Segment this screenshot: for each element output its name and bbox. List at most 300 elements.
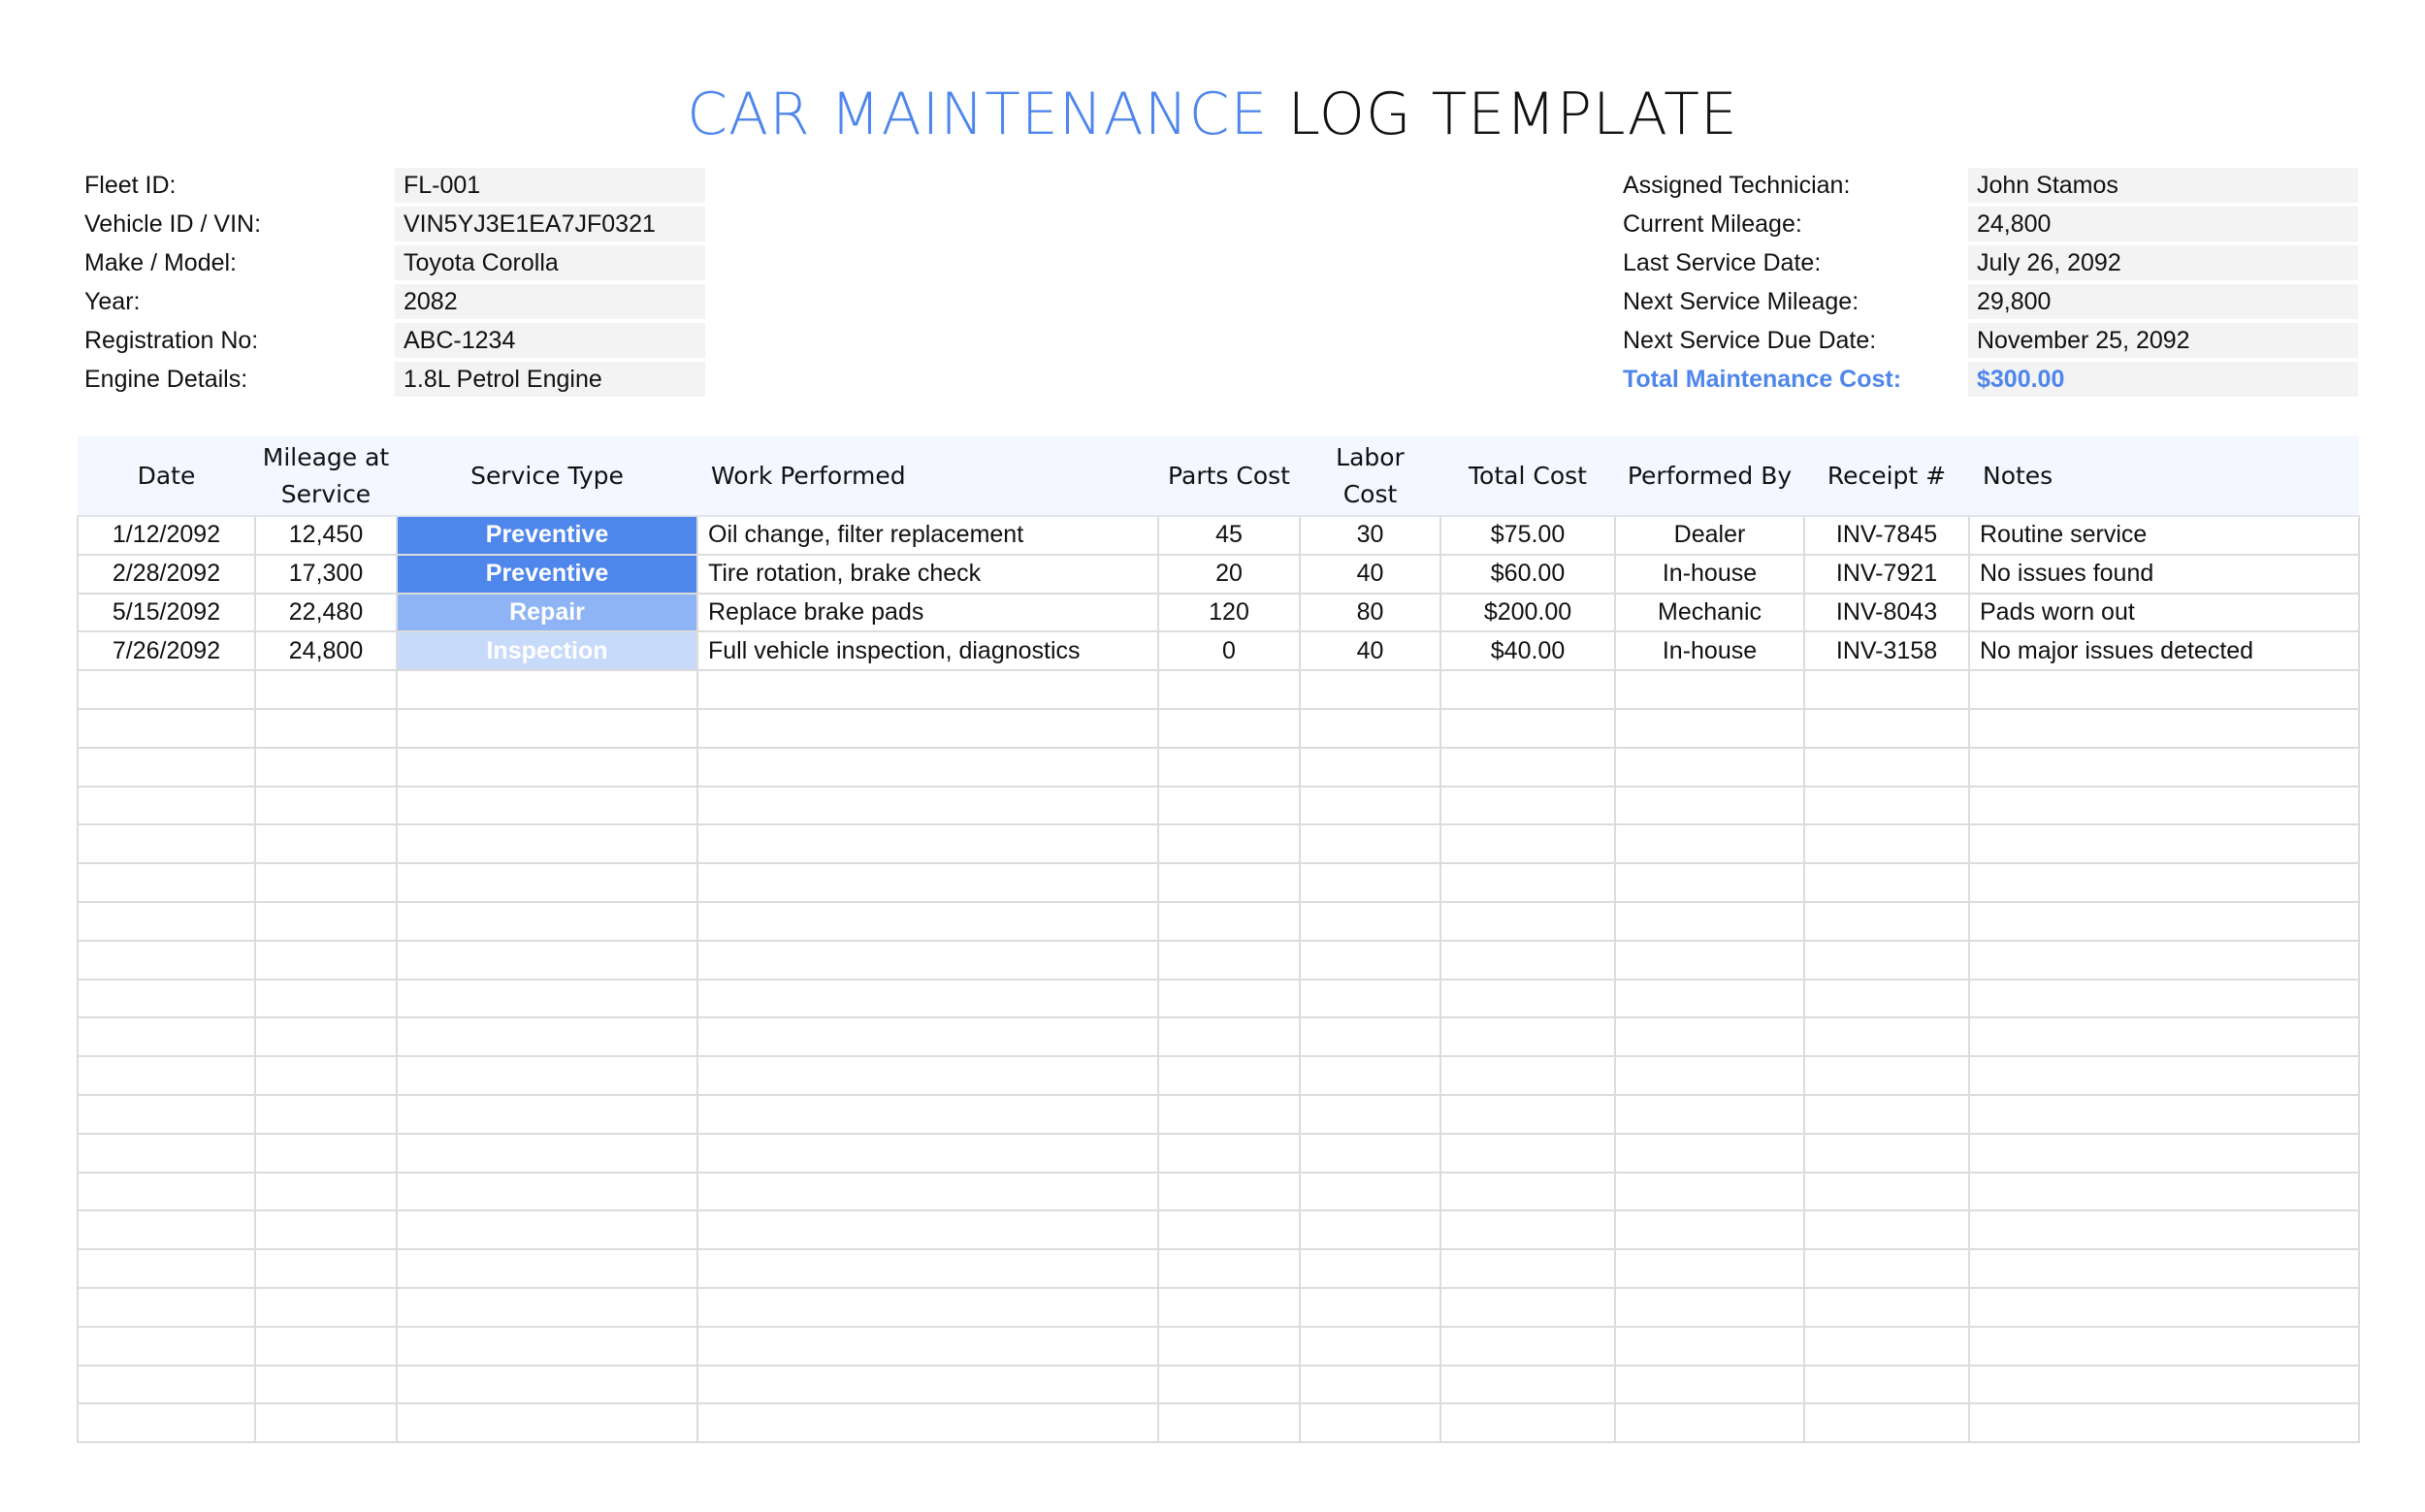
notes-cell[interactable]: [1969, 1288, 2359, 1327]
page-title: [0, 76, 2425, 153]
notes-cell[interactable]: [1969, 1095, 2359, 1134]
date-cell[interactable]: [78, 1327, 255, 1366]
notes-cell[interactable]: [1969, 670, 2359, 709]
service-type-cell[interactable]: [397, 1095, 697, 1134]
notes-cell[interactable]: [1969, 1366, 2359, 1404]
work-performed-cell[interactable]: [697, 1327, 1158, 1366]
notes-cell[interactable]: No issues found: [1969, 555, 2359, 594]
parts-cost-cell[interactable]: [1158, 1056, 1300, 1095]
parts-cost-cell[interactable]: 120: [1158, 594, 1300, 632]
mileage-cell[interactable]: [255, 1095, 397, 1134]
notes-cell[interactable]: [1969, 748, 2359, 787]
receipt-cell[interactable]: [1804, 824, 1969, 863]
date-cell[interactable]: 7/26/2092: [78, 631, 255, 670]
work-performed-cell[interactable]: [697, 1366, 1158, 1404]
labor-cost-cell[interactable]: 30: [1300, 516, 1440, 555]
empty-table-row: [78, 1173, 2359, 1211]
performed-by-cell[interactable]: [1615, 787, 1804, 825]
receipt-cell[interactable]: [1804, 670, 1969, 709]
work-performed-cell[interactable]: Replace brake pads: [697, 594, 1158, 632]
parts-cost-cell[interactable]: [1158, 1134, 1300, 1173]
total-cost-cell[interactable]: [1440, 941, 1615, 980]
date-cell[interactable]: [78, 941, 255, 980]
notes-cell[interactable]: [1969, 1173, 2359, 1211]
labor-cost-cell[interactable]: [1300, 1134, 1440, 1173]
empty-table-row: [78, 1210, 2359, 1249]
empty-table-row: [78, 670, 2359, 709]
empty-table-row: [78, 709, 2359, 748]
date-cell[interactable]: [78, 1210, 255, 1249]
performed-by-cell[interactable]: [1615, 1095, 1804, 1134]
parts-cost-cell[interactable]: 0: [1158, 631, 1300, 670]
date-cell[interactable]: [78, 1134, 255, 1173]
empty-table-row: [78, 1095, 2359, 1134]
mileage-cell[interactable]: [255, 1173, 397, 1211]
parts-cost-cell[interactable]: [1158, 1288, 1300, 1327]
technician-value[interactable]: John Stamos: [1968, 168, 2358, 203]
mileage-cell[interactable]: [255, 1403, 397, 1442]
registration-label: Registration No:: [84, 327, 259, 354]
performed-by-cell[interactable]: [1615, 1249, 1804, 1288]
mileage-cell[interactable]: [255, 1249, 397, 1288]
labor-cost-cell[interactable]: [1300, 824, 1440, 863]
total-cost-cell[interactable]: [1440, 709, 1615, 748]
engine-value[interactable]: 1.8L Petrol Engine: [395, 362, 705, 397]
mileage-cell[interactable]: [255, 863, 397, 902]
make-model-value[interactable]: Toyota Corolla: [395, 245, 705, 280]
performed-by-cell[interactable]: [1615, 1403, 1804, 1442]
maintenance-log-table: [77, 436, 2360, 1443]
service-type-cell[interactable]: [397, 1210, 697, 1249]
registration-value[interactable]: ABC-1234: [395, 323, 705, 358]
total-cost-cell[interactable]: [1440, 863, 1615, 902]
total-cost-cell[interactable]: [1440, 1249, 1615, 1288]
receipt-cell[interactable]: [1804, 1249, 1969, 1288]
receipt-cell[interactable]: [1804, 787, 1969, 825]
receipt-cell[interactable]: INV-7921: [1804, 555, 1969, 594]
technician-label: Assigned Technician:: [1623, 172, 1851, 199]
service-type-cell[interactable]: [397, 824, 697, 863]
service-type-cell[interactable]: [397, 1366, 697, 1404]
performed-by-cell[interactable]: [1615, 1288, 1804, 1327]
date-cell[interactable]: [78, 1095, 255, 1134]
service-type-cell[interactable]: Inspection: [397, 631, 697, 670]
vin-value[interactable]: VIN5YJ3E1EA7JF0321: [395, 207, 705, 241]
header-labor-cost: Labor Cost: [1300, 436, 1440, 516]
labor-cost-cell[interactable]: [1300, 748, 1440, 787]
service-type-cell[interactable]: [397, 1403, 697, 1442]
performed-by-cell[interactable]: [1615, 1366, 1804, 1404]
service-type-cell[interactable]: [397, 1173, 697, 1211]
date-cell[interactable]: [78, 670, 255, 709]
service-type-cell[interactable]: [397, 1288, 697, 1327]
mileage-cell[interactable]: [255, 1366, 397, 1404]
empty-table-row: [78, 1327, 2359, 1366]
work-performed-cell[interactable]: [697, 1095, 1158, 1134]
work-performed-cell[interactable]: [697, 787, 1158, 825]
notes-cell[interactable]: [1969, 1056, 2359, 1095]
receipt-cell[interactable]: [1804, 902, 1969, 941]
service-type-cell[interactable]: [397, 1327, 697, 1366]
total-cost-cell[interactable]: [1440, 1403, 1615, 1442]
work-performed-cell[interactable]: Tire rotation, brake check: [697, 555, 1158, 594]
notes-cell[interactable]: [1969, 1403, 2359, 1442]
title-rest: LOG TEMPLATE: [1287, 80, 1738, 148]
service-info-block: [1623, 168, 2358, 401]
empty-table-row: [78, 1403, 2359, 1442]
parts-cost-cell[interactable]: [1158, 1210, 1300, 1249]
work-performed-cell[interactable]: [697, 824, 1158, 863]
mileage-cell[interactable]: [255, 980, 397, 1018]
notes-cell[interactable]: [1969, 1249, 2359, 1288]
work-performed-cell[interactable]: [697, 863, 1158, 902]
date-cell[interactable]: [78, 709, 255, 748]
mileage-cell[interactable]: 12,450: [255, 516, 397, 555]
mileage-cell[interactable]: 22,480: [255, 594, 397, 632]
notes-cell[interactable]: [1969, 863, 2359, 902]
work-performed-cell[interactable]: [697, 902, 1158, 941]
total-cost-cell[interactable]: $75.00: [1440, 516, 1615, 555]
empty-table-row: [78, 1017, 2359, 1056]
notes-cell[interactable]: [1969, 824, 2359, 863]
receipt-cell[interactable]: [1804, 1134, 1969, 1173]
service-type-cell[interactable]: [397, 1056, 697, 1095]
date-cell[interactable]: [78, 1288, 255, 1327]
parts-cost-cell[interactable]: 20: [1158, 555, 1300, 594]
service-type-cell[interactable]: [397, 748, 697, 787]
performed-by-cell[interactable]: In-house: [1615, 631, 1804, 670]
notes-cell[interactable]: Routine service: [1969, 516, 2359, 555]
work-performed-cell[interactable]: [697, 941, 1158, 980]
labor-cost-cell[interactable]: [1300, 941, 1440, 980]
total-cost-cell[interactable]: $60.00: [1440, 555, 1615, 594]
date-cell[interactable]: [78, 824, 255, 863]
date-cell[interactable]: [78, 1366, 255, 1404]
date-cell[interactable]: [78, 863, 255, 902]
parts-cost-cell[interactable]: [1158, 980, 1300, 1018]
performed-by-cell[interactable]: [1615, 748, 1804, 787]
total-cost-cell[interactable]: [1440, 1327, 1615, 1366]
labor-cost-cell[interactable]: 80: [1300, 594, 1440, 632]
last-service-label: Last Service Date:: [1623, 249, 1822, 276]
labor-cost-cell[interactable]: 40: [1300, 555, 1440, 594]
empty-table-row: [78, 902, 2359, 941]
notes-cell[interactable]: Pads worn out: [1969, 594, 2359, 632]
service-type-cell[interactable]: [397, 1134, 697, 1173]
mileage-cell[interactable]: [255, 1017, 397, 1056]
service-type-cell[interactable]: [397, 709, 697, 748]
empty-table-row: [78, 863, 2359, 902]
header-service-type: Service Type: [397, 436, 697, 516]
performed-by-cell[interactable]: [1615, 863, 1804, 902]
total-cost-cell[interactable]: $40.00: [1440, 631, 1615, 670]
labor-cost-cell[interactable]: 40: [1300, 631, 1440, 670]
parts-cost-cell[interactable]: [1158, 787, 1300, 825]
service-type-cell[interactable]: Repair: [397, 594, 697, 632]
total-cost-cell[interactable]: [1440, 980, 1615, 1018]
next-mileage-value[interactable]: 29,800: [1968, 284, 2358, 319]
performed-by-cell[interactable]: Dealer: [1615, 516, 1804, 555]
year-value[interactable]: 2082: [395, 284, 705, 319]
total-cost-cell[interactable]: [1440, 824, 1615, 863]
header-performed-by: Performed By: [1615, 436, 1804, 516]
work-performed-cell[interactable]: Oil change, filter replacement: [697, 516, 1158, 555]
receipt-cell[interactable]: [1804, 748, 1969, 787]
receipt-cell[interactable]: [1804, 980, 1969, 1018]
total-cost-cell[interactable]: [1440, 1210, 1615, 1249]
work-performed-cell[interactable]: [697, 709, 1158, 748]
parts-cost-cell[interactable]: [1158, 902, 1300, 941]
labor-cost-cell[interactable]: [1300, 1288, 1440, 1327]
labor-cost-cell[interactable]: [1300, 1403, 1440, 1442]
header-row: [78, 436, 2359, 516]
header-total-cost: Total Cost: [1440, 436, 1615, 516]
labor-cost-cell[interactable]: [1300, 1095, 1440, 1134]
total-cost-cell[interactable]: [1440, 1017, 1615, 1056]
empty-table-row: [78, 1288, 2359, 1327]
receipt-cell[interactable]: [1804, 1095, 1969, 1134]
table-row: [78, 594, 2359, 632]
empty-table-row: [78, 1134, 2359, 1173]
table-row: [78, 631, 2359, 670]
year-label: Year:: [84, 288, 141, 315]
date-cell[interactable]: [78, 902, 255, 941]
mileage-cell[interactable]: [255, 1210, 397, 1249]
work-performed-cell[interactable]: [697, 1403, 1158, 1442]
receipt-cell[interactable]: [1804, 1288, 1969, 1327]
notes-cell[interactable]: [1969, 787, 2359, 825]
date-cell[interactable]: [78, 1173, 255, 1211]
work-performed-cell[interactable]: [697, 670, 1158, 709]
work-performed-cell[interactable]: [697, 1017, 1158, 1056]
total-cost-cell[interactable]: [1440, 748, 1615, 787]
receipt-cell[interactable]: [1804, 863, 1969, 902]
performed-by-cell[interactable]: Mechanic: [1615, 594, 1804, 632]
parts-cost-cell[interactable]: [1158, 748, 1300, 787]
mileage-cell[interactable]: 17,300: [255, 555, 397, 594]
performed-by-cell[interactable]: [1615, 902, 1804, 941]
parts-cost-cell[interactable]: 45: [1158, 516, 1300, 555]
receipt-cell[interactable]: [1804, 709, 1969, 748]
total-cost-label: Total Maintenance Cost:: [1623, 366, 1902, 393]
last-service-value[interactable]: July 26, 2092: [1968, 245, 2358, 280]
mileage-cell[interactable]: [255, 787, 397, 825]
vehicle-info-block: [84, 168, 705, 401]
mileage-cell[interactable]: [255, 941, 397, 980]
total-cost-cell[interactable]: [1440, 1134, 1615, 1173]
performed-by-cell[interactable]: [1615, 1327, 1804, 1366]
work-performed-cell[interactable]: Full vehicle inspection, diagnostics: [697, 631, 1158, 670]
mileage-cell[interactable]: [255, 902, 397, 941]
parts-cost-cell[interactable]: [1158, 824, 1300, 863]
empty-table-row: [78, 1249, 2359, 1288]
mileage-cell[interactable]: [255, 670, 397, 709]
parts-cost-cell[interactable]: [1158, 1249, 1300, 1288]
mileage-cell[interactable]: [255, 1056, 397, 1095]
engine-label: Engine Details:: [84, 366, 248, 393]
performed-by-cell[interactable]: [1615, 941, 1804, 980]
receipt-cell[interactable]: [1804, 1173, 1969, 1211]
notes-cell[interactable]: [1969, 1017, 2359, 1056]
current-mileage-value[interactable]: 24,800: [1968, 207, 2358, 241]
mileage-cell[interactable]: [255, 824, 397, 863]
labor-cost-cell[interactable]: [1300, 787, 1440, 825]
current-mileage-label: Current Mileage:: [1623, 210, 1802, 238]
receipt-cell[interactable]: [1804, 941, 1969, 980]
service-type-cell[interactable]: [397, 1249, 697, 1288]
total-cost-cell[interactable]: [1440, 787, 1615, 825]
work-performed-cell[interactable]: [697, 1134, 1158, 1173]
total-cost-cell[interactable]: [1440, 670, 1615, 709]
performed-by-cell[interactable]: [1615, 709, 1804, 748]
next-mileage-label: Next Service Mileage:: [1623, 288, 1859, 315]
fleet-id-value[interactable]: FL-001: [395, 168, 705, 203]
total-cost-cell[interactable]: [1440, 1173, 1615, 1211]
receipt-cell[interactable]: [1804, 1403, 1969, 1442]
performed-by-cell[interactable]: [1615, 1017, 1804, 1056]
date-cell[interactable]: 5/15/2092: [78, 594, 255, 632]
performed-by-cell[interactable]: [1615, 1210, 1804, 1249]
title-accent: CAR MAINTENANCE: [687, 80, 1269, 148]
receipt-cell[interactable]: [1804, 1056, 1969, 1095]
work-performed-cell[interactable]: [697, 1210, 1158, 1249]
next-due-label: Next Service Due Date:: [1623, 327, 1877, 354]
receipt-cell[interactable]: INV-8043: [1804, 594, 1969, 632]
work-performed-cell[interactable]: [697, 980, 1158, 1018]
header-mileage: Mileage at Service: [255, 436, 397, 516]
parts-cost-cell[interactable]: [1158, 863, 1300, 902]
service-type-cell[interactable]: [397, 1017, 697, 1056]
date-cell[interactable]: [78, 748, 255, 787]
service-type-cell[interactable]: Preventive: [397, 555, 697, 594]
labor-cost-cell[interactable]: [1300, 980, 1440, 1018]
header-notes: Notes: [1969, 436, 2359, 516]
date-cell[interactable]: 1/12/2092: [78, 516, 255, 555]
notes-cell[interactable]: No major issues detected: [1969, 631, 2359, 670]
notes-cell[interactable]: [1969, 902, 2359, 941]
empty-table-row: [78, 941, 2359, 980]
mileage-cell[interactable]: [255, 709, 397, 748]
performed-by-cell[interactable]: [1615, 1173, 1804, 1211]
labor-cost-cell[interactable]: [1300, 1017, 1440, 1056]
receipt-cell[interactable]: [1804, 1366, 1969, 1404]
notes-cell[interactable]: [1969, 1327, 2359, 1366]
parts-cost-cell[interactable]: [1158, 1403, 1300, 1442]
labor-cost-cell[interactable]: [1300, 1210, 1440, 1249]
receipt-cell[interactable]: INV-7845: [1804, 516, 1969, 555]
date-cell[interactable]: [78, 787, 255, 825]
parts-cost-cell[interactable]: [1158, 670, 1300, 709]
labor-cost-cell[interactable]: [1300, 1366, 1440, 1404]
empty-table-row: [78, 748, 2359, 787]
service-type-cell[interactable]: [397, 863, 697, 902]
work-performed-cell[interactable]: [697, 748, 1158, 787]
date-cell[interactable]: [78, 1403, 255, 1442]
date-cell[interactable]: [78, 980, 255, 1018]
mileage-cell[interactable]: 24,800: [255, 631, 397, 670]
labor-cost-cell[interactable]: [1300, 863, 1440, 902]
parts-cost-cell[interactable]: [1158, 1327, 1300, 1366]
notes-cell[interactable]: [1969, 1134, 2359, 1173]
date-cell[interactable]: [78, 1249, 255, 1288]
mileage-cell[interactable]: [255, 1134, 397, 1173]
next-due-value[interactable]: November 25, 2092: [1968, 323, 2358, 358]
fleet-id-label: Fleet ID:: [84, 172, 177, 199]
date-cell[interactable]: [78, 1056, 255, 1095]
performed-by-cell[interactable]: [1615, 670, 1804, 709]
receipt-cell[interactable]: [1804, 1017, 1969, 1056]
total-cost-cell[interactable]: $200.00: [1440, 594, 1615, 632]
total-cost-cell[interactable]: [1440, 1056, 1615, 1095]
work-performed-cell[interactable]: [697, 1288, 1158, 1327]
date-cell[interactable]: 2/28/2092: [78, 555, 255, 594]
empty-table-row: [78, 824, 2359, 863]
total-cost-value: $300.00: [1968, 362, 2358, 397]
notes-cell[interactable]: [1969, 941, 2359, 980]
labor-cost-cell[interactable]: [1300, 670, 1440, 709]
labor-cost-cell[interactable]: [1300, 902, 1440, 941]
header-date: Date: [78, 436, 255, 516]
labor-cost-cell[interactable]: [1300, 1056, 1440, 1095]
parts-cost-cell[interactable]: [1158, 1366, 1300, 1404]
performed-by-cell[interactable]: [1615, 980, 1804, 1018]
service-type-cell[interactable]: [397, 941, 697, 980]
empty-table-row: [78, 1366, 2359, 1404]
empty-table-row: [78, 980, 2359, 1018]
service-type-cell[interactable]: [397, 980, 697, 1018]
parts-cost-cell[interactable]: [1158, 709, 1300, 748]
service-type-cell[interactable]: [397, 670, 697, 709]
total-cost-cell[interactable]: [1440, 1366, 1615, 1404]
labor-cost-cell[interactable]: [1300, 1173, 1440, 1211]
total-cost-cell[interactable]: [1440, 1288, 1615, 1327]
service-type-cell[interactable]: Preventive: [397, 516, 697, 555]
labor-cost-cell[interactable]: [1300, 1249, 1440, 1288]
labor-cost-cell[interactable]: [1300, 1327, 1440, 1366]
performed-by-cell[interactable]: [1615, 1134, 1804, 1173]
mileage-cell[interactable]: [255, 1288, 397, 1327]
performed-by-cell[interactable]: [1615, 824, 1804, 863]
date-cell[interactable]: [78, 1017, 255, 1056]
work-performed-cell[interactable]: [697, 1056, 1158, 1095]
parts-cost-cell[interactable]: [1158, 1017, 1300, 1056]
receipt-cell[interactable]: [1804, 1327, 1969, 1366]
empty-table-row: [78, 787, 2359, 825]
mileage-cell[interactable]: [255, 1327, 397, 1366]
labor-cost-cell[interactable]: [1300, 709, 1440, 748]
performed-by-cell[interactable]: In-house: [1615, 555, 1804, 594]
work-performed-cell[interactable]: [697, 1173, 1158, 1211]
mileage-cell[interactable]: [255, 748, 397, 787]
service-type-cell[interactable]: [397, 787, 697, 825]
total-cost-cell[interactable]: [1440, 1095, 1615, 1134]
log-header: [78, 436, 2359, 516]
notes-cell[interactable]: [1969, 1210, 2359, 1249]
parts-cost-cell[interactable]: [1158, 1173, 1300, 1211]
service-type-cell[interactable]: [397, 902, 697, 941]
performed-by-cell[interactable]: [1615, 1056, 1804, 1095]
table-row: [78, 555, 2359, 594]
notes-cell[interactable]: [1969, 709, 2359, 748]
receipt-cell[interactable]: [1804, 1210, 1969, 1249]
receipt-cell[interactable]: INV-3158: [1804, 631, 1969, 670]
notes-cell[interactable]: [1969, 980, 2359, 1018]
total-cost-cell[interactable]: [1440, 902, 1615, 941]
parts-cost-cell[interactable]: [1158, 1095, 1300, 1134]
work-performed-cell[interactable]: [697, 1249, 1158, 1288]
parts-cost-cell[interactable]: [1158, 941, 1300, 980]
table-row: [78, 516, 2359, 555]
